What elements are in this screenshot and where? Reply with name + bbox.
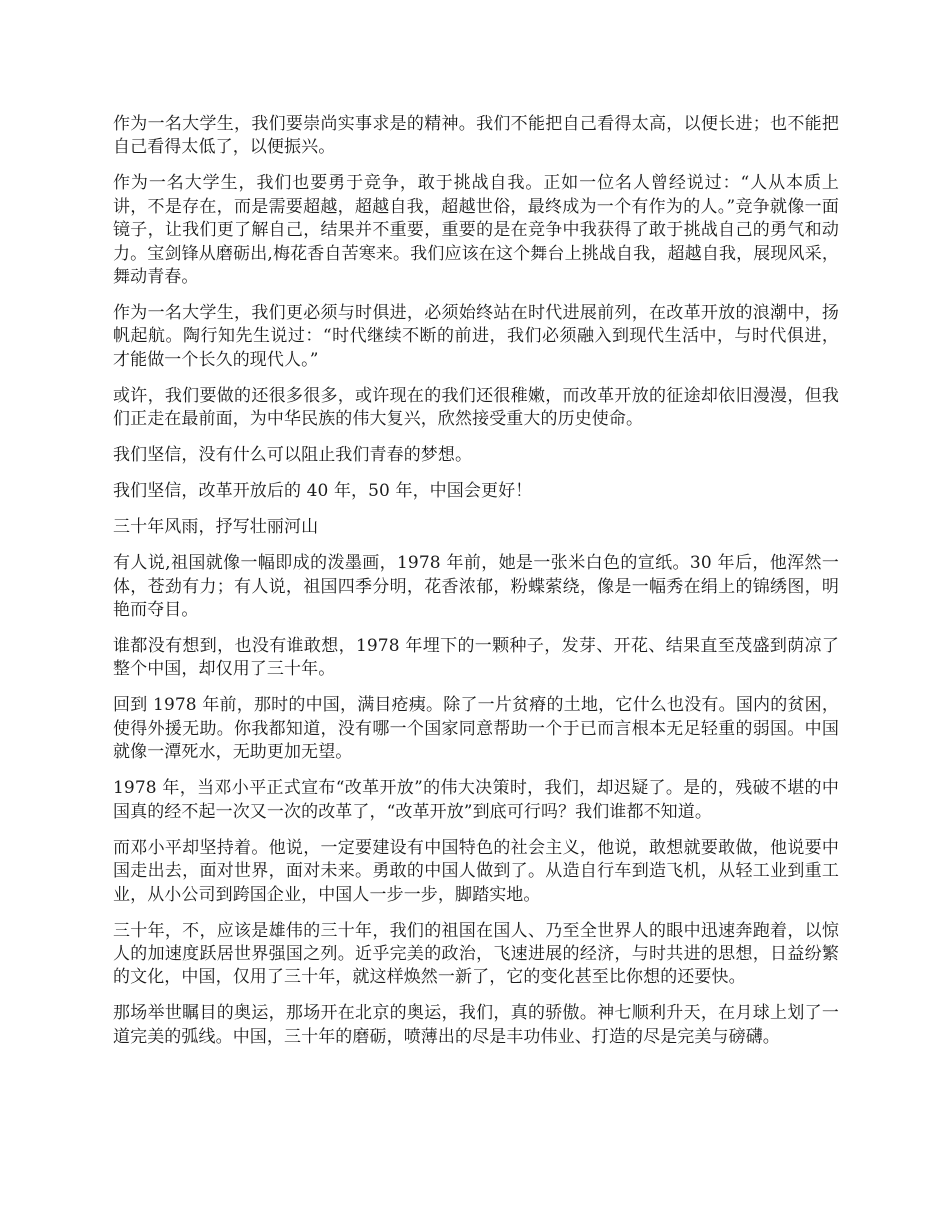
section-heading: 三十年风雨，抒写壮丽河山	[113, 517, 319, 538]
paragraph: 或许，我们要做的还很多很多，或许现在的我们还很稚嫩，而改革开放的征途却依旧漫漫，但我们正走在最前面，为中华民族的伟大复兴，欣然接受重大的历史使命。	[113, 385, 839, 430]
paragraph: 那场举世瞩目的奥运，那场开在北京的奥运，我们，真的骄傲。神七顺利升天，在月球上划了一道完美的弧线。中国，三十年的磨砺，喷薄出的尽是丰功伟业、打造的尽是完美与磅礴。	[113, 1003, 839, 1047]
paragraph: 作为一名大学生，我们更必须与时俱进，必须始终站在时代进展前列，在改革开放的浪潮中，扬帆起航。陶行知先生说过：“时代继续不断的前进，我们必须融入到现代生活中，与时代俱进，才能做一个长久的现代人。”	[113, 303, 839, 370]
paragraph: 作为一名大学生，我们要崇尚实事求是的精神。我们不能把自己看得太高，以便长进；也不能把自己看得太低了，以便振兴。	[113, 114, 839, 158]
paragraph: 谁都没有想到，也没有谁敢想，1978 年埋下的一颗种子，发芽、开花、结果直至茂盛到荫凉了整个中国，却仅用了三十年。	[113, 636, 839, 680]
paragraph: 1978 年，当邓小平正式宣布“改革开放”的伟大决策时，我们，却迟疑了。是的，残破不堪的中国真的经不起一次又一次的改革了，“改革开放”到底可行吗？我们谁都不知道。	[113, 778, 839, 822]
paragraph: 作为一名大学生，我们也要勇于竞争，敢于挑战自我。正如一位名人曾经说过：“人从本质上讲，不是存在，而是需要超越，超越自我，超越世俗，最终成为一个有作为的人。”竞争就像一面镜子，让我们更了解自己，结果并不重要，重要的是在竞争中我获得了敢于挑战自己的勇气和动力。宝剑锋从磨砺出,梅花香自苦寒来。我们应该在这个舞台上挑战自我，超越自我，展现风采，舞动青春。	[113, 173, 839, 288]
paragraph: 三十年，不，应该是雄伟的三十年，我们的祖国在国人、乃至全世界人的眼中迅速奔跑着，以惊人的加速度跃居世界强国之列。近乎完美的政治，飞速进展的经济，与时共进的思想，日益纷繁的文化，中国，仅用了三十年，就这样焕然一新了，它的变化甚至比你想的还要快。	[113, 920, 839, 988]
paragraph: 我们坚信，改革开放后的 40 年，50 年，中国会更好！	[113, 481, 533, 502]
document-page	[113, 113, 839, 1062]
paragraph: 回到 1978 年前，那时的中国，满目疮痍。除了一片贫瘠的土地，它什么也没有。国内的贫困，使得外援无助。你我都知道，没有哪一个国家同意帮助一个于已而言根本无足轻重的弱国。中国就像一潭死水，无助更加无望。	[113, 695, 839, 763]
paragraph: 有人说,祖国就像一幅即成的泼墨画，1978 年前，她是一张米白色的宣纸。30 年后，他浑然一体，苍劲有力；有人说，祖国四季分明，花香浓郁，粉蝶萦绕，像是一幅秀在绢上的锦绣图，明艳而夺目。	[113, 553, 839, 621]
paragraph: 我们坚信，没有什么可以阻止我们青春的梦想。	[113, 445, 473, 466]
paragraph: 而邓小平却坚持着。他说，一定要建设有中国特色的社会主义，他说，敢想就要敢做，他说要中国走出去，面对世界，面对未来。勇敢的中国人做到了。从造自行车到造飞机，从轻工业到重工业，从小公司到跨国企业，中国人一步一步，脚踏实地。	[113, 837, 839, 905]
